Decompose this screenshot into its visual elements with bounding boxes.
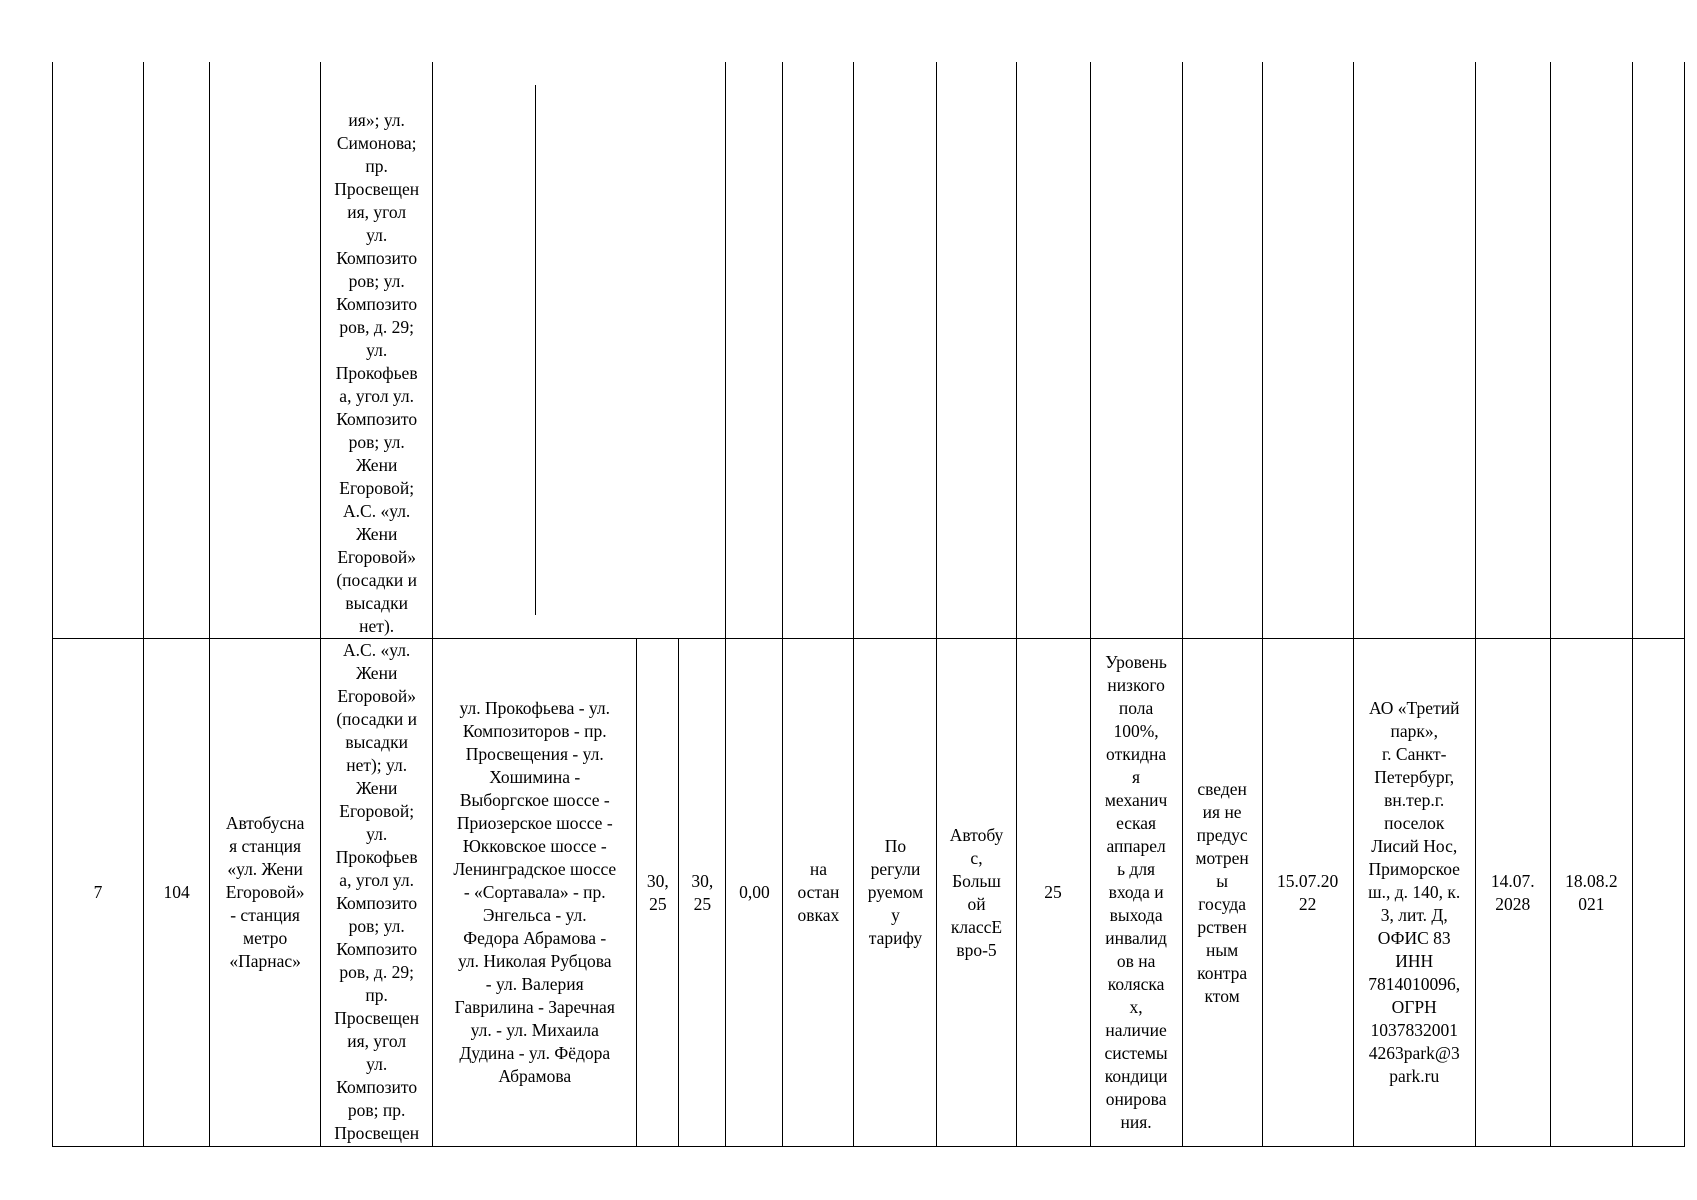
cell-route-no: 104	[144, 639, 210, 1147]
cell-route-name	[210, 62, 321, 639]
cell-last	[1632, 639, 1684, 1147]
route-register-table	[52, 62, 1685, 1147]
cell-stop-mode: на остан овках	[783, 639, 854, 1147]
cell-length-back: 30, 25	[679, 639, 726, 1147]
cell-contract-info: сведен ия не предус мотрен ы госуда рствен ным контра ктом	[1182, 639, 1262, 1147]
cell-empty	[937, 62, 1016, 639]
cell-empty	[1262, 62, 1353, 639]
cell-empty	[1475, 62, 1550, 639]
cell-date-end: 14.07. 2028	[1475, 639, 1550, 1147]
continuation-row	[53, 62, 1685, 639]
cell-empty	[1550, 62, 1632, 639]
cell-empty	[1090, 62, 1182, 639]
cell-empty	[726, 62, 783, 639]
cell-empty	[783, 62, 854, 639]
cell-stops: ия»; ул. Симонова; пр. Просвещен ия, угол ул. Композито ров; ул. Композито ров, д. 29; ул. Прокофьев а, угол ул. Композито ров; ул. Жени Егоровой; А.С. «ул. Жени Егоровой» (посадки и высадки нет).	[321, 62, 433, 639]
cell-streets-cont-a	[433, 85, 535, 615]
cell-characteristics: Уровень низкого пола 100%, откидна я механич еская аппарел ь для входа и выхода инвалид ов на коляска х, наличие системы кондици онирова ния.	[1090, 639, 1182, 1147]
cell-empty	[1182, 62, 1262, 639]
cell-count: 25	[1016, 639, 1090, 1147]
cell-number	[53, 62, 144, 639]
cell-empty	[854, 62, 937, 639]
cell-tariff: По регули руемом у тарифу	[854, 639, 937, 1147]
cell-streets-cont-b	[535, 85, 725, 615]
cell-empty	[1016, 62, 1090, 639]
cell-date-start: 15.07.20 22	[1262, 639, 1353, 1147]
cell-stops: А.С. «ул. Жени Егоровой» (посадки и высадки нет); ул. Жени Егоровой; ул. Прокофьев а, угол ул. Композито ров; ул. Композито ров, д. 29; пр. Просвещен ия, угол ул. Композито ров; пр. Просвещен	[321, 639, 433, 1147]
cell-empty	[1632, 62, 1684, 639]
cell-value-zero: 0,00	[726, 639, 783, 1147]
cell-empty	[1353, 62, 1475, 639]
cell-vehicle: Автобу с, Больш ой классЕ вро-5	[937, 639, 1016, 1147]
cell-streets: ул. Прокофьева - ул. Композиторов - пр. Просвещения - ул. Хошимина - Выборгское шоссе - Приозерское шоссе - Юкковское шоссе - Ленинградское шоссе - «Сортавала» - пр. Энгельса - ул. Федора Абрамова - ул. Николая Рубцова - ул. Валерия Гаврилина - Заречная ул. - ул. Михаила Дудина - ул. Фёдора Абрамова	[433, 639, 637, 1147]
cell-split-group	[433, 62, 726, 639]
route-row	[53, 639, 1685, 1147]
cell-date-open: 18.08.2 021	[1550, 639, 1632, 1147]
cell-route-name: Автобусна я станция «ул. Жени Егоровой» - станция метро «Парнас»	[210, 639, 321, 1147]
cell-carrier: АО «Третий парк», г. Санкт- Петербург, вн.тер.г. поселок Лисий Нос, Приморское ш., д. 140, к. 3, лит. Д, ОФИС 83 ИНН 7814010096, ОГРН 1037832001 4263park@3 park.ru	[1353, 639, 1475, 1147]
cell-length-forward: 30, 25	[637, 639, 679, 1147]
cell-number: 7	[53, 639, 144, 1147]
cell-route-no	[144, 62, 210, 639]
